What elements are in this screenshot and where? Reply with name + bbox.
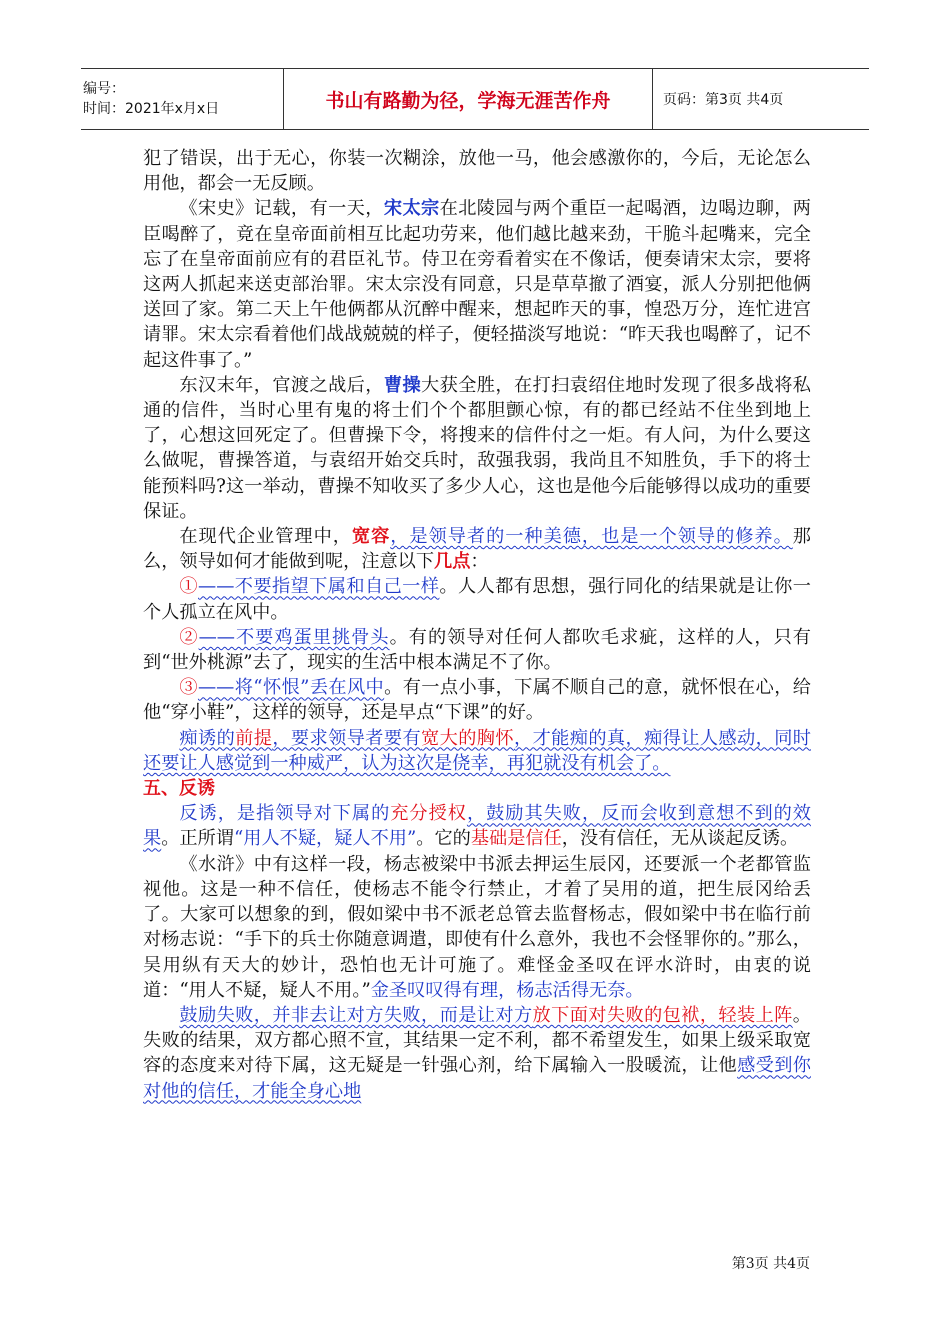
text: 大获全胜，在打扫袁绍住地时发现了很多战将私通的信件，当时心里有鬼的将士们个个都胆颤心惊，有的都已经站不住坐到地上了，心想这回死定了。但曹操下令，将搜来的信件付之一炬。有人问，为什么要这么做呢，曹操答道，与袁绍开始交兵时，敌强我弱，我尚且不知胜负，手下的将士能预料吗?这一举动，曹操不知收买了多少人心，这也是他今后能够得以成功的重要保证。 bbox=[143, 374, 811, 522]
paragraph bbox=[143, 801, 811, 851]
text: 《宋史》记载，有一天， bbox=[179, 198, 384, 220]
header-motto-cell bbox=[283, 69, 653, 129]
text: 。正所谓 bbox=[161, 828, 234, 850]
paragraph bbox=[143, 196, 811, 372]
list-item bbox=[143, 574, 811, 624]
text: 那么，领导如何才能做到呢，注意以下 bbox=[143, 526, 811, 573]
list-item bbox=[143, 675, 811, 725]
text: 反诱，是指领导对下属的 bbox=[179, 803, 391, 825]
document-number-label: 编号： bbox=[83, 81, 125, 97]
text: 。失败的结果，双方都心照不宣，其结果一定不利，都不希望发生，如果上级采取宽容的态度来对待下属，这无疑是一针强心剂，给下属输入一股暖流，让他 bbox=[143, 1004, 811, 1077]
highlight-text: “用人不疑，疑人不用” bbox=[233, 828, 417, 850]
page-header bbox=[81, 68, 869, 130]
highlight-keyword: 几点 bbox=[434, 551, 471, 573]
header-page-cell bbox=[653, 69, 869, 129]
footer-page-number: 第3页 共4页 bbox=[731, 1256, 810, 1272]
underlined-text: ，鼓励其失败，反而会收到意想不到的效果 bbox=[143, 803, 811, 850]
paragraph bbox=[143, 373, 811, 524]
text: 犯了错误，出于无心，你装一次糊涂，放他一马，他会感激你的，今后，无论怎么用他，都会一无反顾。 bbox=[143, 148, 811, 195]
item-number: ② bbox=[179, 626, 199, 648]
text: 。有的领导对任何人都吹毛求疵，这样的人，只有到“世外桃源”去了，现实的生活中根本满足不了你。 bbox=[143, 626, 811, 674]
highlight-name: 宋太宗 bbox=[383, 198, 440, 220]
text: 在北陵园与两个重臣一起喝酒，边喝边聊，两臣喝醉了，竟在皇帝面前相互比起功劳来，他们越比越来劲，干脆斗起嘴来，完全忘了在皇帝面前应有的君臣礼节。侍卫在旁看着实在不像话，便奏请宋太宗，要将这两人抓起来送吏部治罪。宋太宗没有同意，只是草草撤了酒宴，派人分别把他俩送回了家。第二天上午他俩都从沉醉中醒来，想起昨天的事，惶恐万分，连忙进宫请罪。宋太宗看着他们战战兢兢的样子，便轻描淡写地说：“昨天我也喝醉了，记不起这件事了。” bbox=[143, 198, 811, 371]
highlight-keyword: 宽容 bbox=[351, 526, 391, 548]
paragraph bbox=[143, 524, 811, 574]
document-time-label: 时间：2021年x月x日 bbox=[83, 101, 220, 117]
underlined-text: 鼓励失败，并非去让对方失败，而是让对方 bbox=[179, 1004, 533, 1026]
header-page-info: 页码：第3页 共4页 bbox=[663, 92, 784, 108]
text: ： bbox=[470, 551, 489, 573]
highlight-name: 曹操 bbox=[383, 374, 422, 396]
underlined-text: 前提 bbox=[235, 727, 273, 749]
item-number: ① bbox=[179, 576, 198, 598]
text: 。有一点小事，下属不顺自己的意，就怀恨在心，给他“穿小鞋”，这样的领导，还是早点“下课”的好。 bbox=[143, 677, 811, 724]
list-item bbox=[143, 625, 811, 675]
section-heading: 五、反诱 bbox=[143, 778, 215, 800]
document-body bbox=[143, 146, 811, 1104]
item-title: ——将“怀恨”丢在风中 bbox=[197, 677, 385, 699]
paragraph bbox=[143, 1003, 811, 1104]
underlined-text: 痴诱的 bbox=[179, 727, 236, 749]
underlined-text: 感受到你对他的信任，才能全身心地 bbox=[143, 1055, 811, 1102]
text: 《水浒》中有这样一段，杨志被梁中书派去押运生辰冈，还要派一个老都管监视他。这是一种不信任，使杨志不能令行禁止，才着了吴用的道，把生辰冈给丢了。大家可以想象的到，假如梁中书不派老总管去监督杨志，假如梁中书在临行前对杨志说：“手下的兵士你随意调遣，即使有什么意外，我也不会怪罪你的。”那么，吴用纵有天大的妙计，恐怕也无计可施了。难怪金圣叹在评水浒时，由衷的说道：“用人不疑，疑人不用。” bbox=[143, 853, 811, 1001]
item-title: ——不要鸡蛋里挑骨头 bbox=[198, 626, 390, 648]
item-number: ③ bbox=[179, 677, 198, 699]
text: 。它的 bbox=[416, 828, 471, 850]
highlight-text: 金圣叹叹得有理，杨志活得无奈。 bbox=[370, 979, 644, 1001]
paragraph bbox=[143, 146, 811, 196]
text: 在现代企业管理中， bbox=[179, 526, 352, 548]
text: 。人人都有思想，强行同化的结果就是让你一个人孤立在风中。 bbox=[143, 576, 811, 623]
paragraph bbox=[143, 726, 811, 776]
underlined-text: ，是领导者的一种美德，也是一个领导的修养。 bbox=[390, 526, 793, 548]
text: ，没有信任，无从谈起反诱。 bbox=[561, 828, 799, 850]
highlight-text: 基础是信任 bbox=[470, 828, 562, 850]
underlined-text: 放下面对失败的包袱，轻装上阵 bbox=[532, 1004, 793, 1026]
item-title: ——不要指望下属和自己一样 bbox=[198, 576, 440, 598]
page-footer bbox=[700, 1253, 810, 1273]
header-motto: 书山有路勤为径，学海无涯苦作舟 bbox=[325, 89, 611, 112]
text: 东汉末年，官渡之战后， bbox=[179, 374, 384, 396]
header-meta bbox=[81, 69, 283, 129]
underlined-text: ，才能痴的真，痴得让人感动，同时还要让人感觉到一种威严，认为这次是侥幸，再犯就没有机会了。 bbox=[143, 727, 811, 774]
underlined-text: 宽大的胸怀 bbox=[421, 727, 514, 749]
highlight-text: 充分授权 bbox=[390, 803, 467, 825]
underlined-text: ，要求领导者要有 bbox=[272, 727, 422, 749]
paragraph bbox=[143, 852, 811, 1003]
